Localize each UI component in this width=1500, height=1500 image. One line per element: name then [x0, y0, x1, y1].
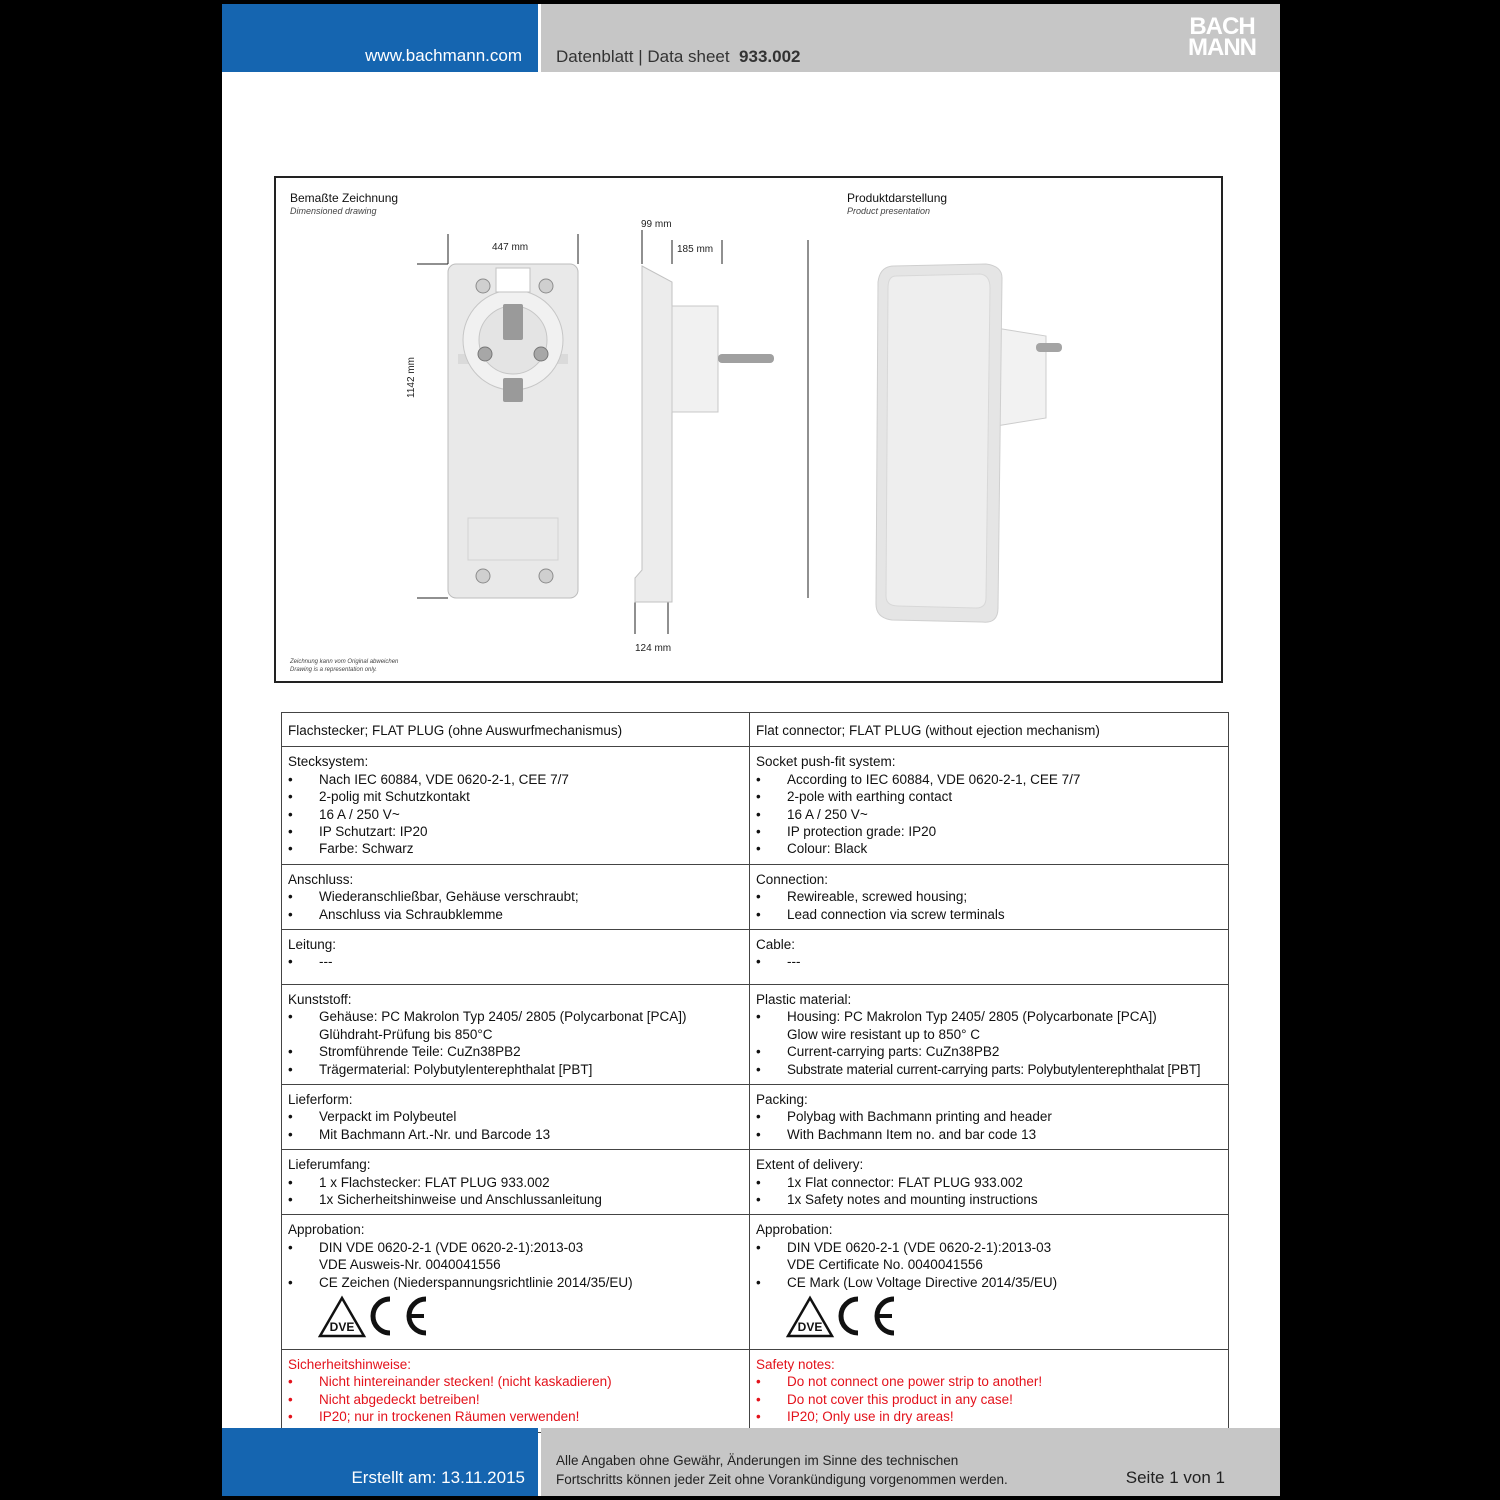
vde-ce-marks-icon: [786, 1293, 906, 1339]
bullet-list: [288, 1174, 743, 1209]
footer-date-bar: [222, 1428, 538, 1496]
website-link[interactable]: www.bachmann.com: [365, 46, 522, 65]
packing-cell-en: [750, 1084, 1229, 1149]
table-row: [282, 1215, 1229, 1350]
certification-marks: [756, 1291, 1222, 1343]
list-item: • Farbe: Schwarz: [288, 840, 743, 857]
list-item: [288, 1239, 743, 1274]
dimensioned-drawing-subtitle: Dimensioned drawing: [290, 206, 377, 216]
drawing-note-en: Drawing is a representation only.: [290, 667, 377, 673]
list-item: • With Bachmann Item no. and bar code 13: [756, 1126, 1222, 1143]
drawing-note-de: Zeichnung kann vom Original abweichen: [290, 659, 399, 665]
bullet-list: [756, 1373, 1222, 1425]
connection-cell-en: [750, 864, 1229, 929]
bullet-list: [288, 888, 743, 923]
list-item: • Colour: Black: [756, 840, 1222, 857]
socket-cell-de: [282, 747, 750, 864]
cable-cell-de: [282, 930, 750, 985]
list-item: • Nach IEC 60884, VDE 0620-2-1, CEE 7/7: [288, 771, 743, 788]
page-title: [556, 47, 800, 67]
list-item: • IP Schutzart: IP20: [288, 823, 743, 840]
list-item: [288, 1008, 743, 1043]
section-title: Plastic material:: [756, 991, 852, 1007]
vde-mark-text: DVE: [329, 1319, 355, 1334]
plastic-cell-en: [750, 984, 1229, 1084]
delivery-cell-en: [750, 1150, 1229, 1215]
list-item: • ---: [756, 953, 1222, 970]
list-item: • 16 A / 250 V~: [288, 806, 743, 823]
logo-line-1: BACH: [1189, 13, 1255, 40]
bullet-list: [756, 1008, 1222, 1078]
list-item: • ---: [288, 953, 743, 970]
bullet-list: [756, 1108, 1222, 1143]
list-item: • Nicht abgedeckt betreiben!: [288, 1391, 743, 1408]
dim-depth-total: 99 mm: [641, 219, 672, 230]
list-item: • Substrate material current-carrying parts: Polybutylenterephthalat [PBT]: [756, 1061, 1222, 1078]
sheet-title: Datenblatt | Data sheet: [556, 47, 730, 66]
safety-cell-de: [282, 1349, 750, 1432]
section-title: Extent of delivery:: [756, 1157, 864, 1173]
section-title: Socket push-fit system:: [756, 754, 896, 770]
list-item: • Do not cover this product in any case!: [756, 1391, 1222, 1408]
list-item: • IP protection grade: IP20: [756, 823, 1222, 840]
bullet-list: [288, 1108, 743, 1143]
list-item: • CE Zeichen (Niederspannungsrichtlinie 2014/35/EU): [288, 1274, 743, 1291]
vde-ce-marks-icon: [318, 1293, 438, 1339]
bullet-list: [288, 1239, 743, 1291]
bullet-list: [288, 771, 743, 858]
list-item: • 16 A / 250 V~: [756, 806, 1222, 823]
bachmann-logo: [1186, 13, 1258, 61]
list-item: [756, 1008, 1222, 1043]
list-item: • Verpackt im Polybeutel: [288, 1108, 743, 1125]
data-sheet-page: [222, 4, 1280, 1496]
list-item: • CE Mark (Low Voltage Directive 2014/35/EU): [756, 1274, 1222, 1291]
plastic-cell-de: [282, 984, 750, 1084]
list-item: [756, 1239, 1222, 1274]
table-row: [282, 1349, 1229, 1432]
section-title: Leitung:: [288, 937, 337, 953]
section-title: Lieferform:: [288, 1091, 353, 1107]
drawing-box: [274, 176, 1223, 683]
bullet-list: [756, 888, 1222, 923]
side-view-plug: [635, 266, 774, 602]
list-item: • 2-polig mit Schutzkontakt: [288, 788, 743, 805]
bullet-list: [288, 953, 743, 970]
list-item: • Anschluss via Schraubklemme: [288, 906, 743, 923]
list-item-text: Gehäuse: PC Makrolon Typ 2405/ 2805 (Polycarbonat [PCA]): [319, 1009, 687, 1025]
certification-marks: [288, 1291, 743, 1343]
header-url-bar: [222, 4, 538, 72]
product-name-de: Flachstecker; FLAT PLUG (ohne Auswurfmechanismus): [282, 713, 750, 747]
section-title: Approbation:: [288, 1222, 365, 1238]
table-row: [282, 713, 1229, 747]
approval-cell-en: [750, 1215, 1229, 1350]
list-item: • 1x Flat connector: FLAT PLUG 933.002: [756, 1174, 1222, 1191]
list-item: • Stromführende Teile: CuZn38PB2: [288, 1043, 743, 1060]
front-view-plug: [448, 264, 578, 598]
safety-cell-en: [750, 1349, 1229, 1432]
approval-cell-de: [282, 1215, 750, 1350]
bullet-list: [756, 953, 1222, 970]
section-title: Cable:: [756, 937, 796, 953]
socket-cell-en: [750, 747, 1229, 864]
product-presentation-title: Produktdarstellung: [847, 191, 948, 205]
list-item: • 1x Sicherheitshinweise und Anschlussanleitung: [288, 1191, 743, 1208]
list-item-continuation: VDE Certificate No. 0040041556: [787, 1257, 983, 1273]
list-item: • 1 x Flachstecker: FLAT PLUG 933.002: [288, 1174, 743, 1191]
list-item: • According to IEC 60884, VDE 0620-2-1, CEE 7/7: [756, 771, 1222, 788]
table-row: [282, 984, 1229, 1084]
header-title-bar: [541, 4, 1280, 72]
table-row: [282, 747, 1229, 864]
list-item: • Do not connect one power strip to another!: [756, 1373, 1222, 1390]
product-name-en: Flat connector; FLAT PLUG (without ejection mechanism): [750, 713, 1229, 747]
footer-note-bar: [541, 1428, 1280, 1496]
section-title: Lieferumfang:: [288, 1157, 371, 1173]
disclaimer-line-1: Alle Angaben ohne Gewähr, Änderungen im Sinne des technischen: [556, 1453, 959, 1468]
bullet-list: [756, 771, 1222, 858]
list-item: • Mit Bachmann Art.-Nr. und Barcode 13: [288, 1126, 743, 1143]
list-item: • IP20; Only use in dry areas!: [756, 1408, 1222, 1425]
section-title: Approbation:: [756, 1222, 833, 1238]
list-item: • IP20; nur in trockenen Räumen verwenden!: [288, 1408, 743, 1425]
section-title: Anschluss:: [288, 871, 354, 887]
list-item-continuation: VDE Ausweis-Nr. 0040041556: [319, 1257, 501, 1273]
list-item: • Lead connection via screw terminals: [756, 906, 1222, 923]
list-item: • Rewireable, screwed housing;: [756, 888, 1222, 905]
dim-height: 1142 mm: [406, 357, 417, 398]
list-item-continuation: Glühdraht-Prüfung bis 850°C: [319, 1026, 493, 1042]
section-title: Sicherheitshinweise:: [288, 1356, 412, 1372]
bullet-list: [288, 1008, 743, 1078]
list-item: • Current-carrying parts: CuZn38PB2: [756, 1043, 1222, 1060]
dim-depth-body: 124 mm: [635, 643, 672, 654]
list-item: • Polybag with Bachmann printing and header: [756, 1108, 1222, 1125]
product-image: [876, 264, 1062, 622]
bullet-list: [756, 1239, 1222, 1291]
spec-table: [281, 712, 1229, 1433]
section-title: Packing:: [756, 1091, 808, 1107]
table-row: [282, 1084, 1229, 1149]
cable-cell-en: [750, 930, 1229, 985]
delivery-cell-de: [282, 1150, 750, 1215]
section-title: Safety notes:: [756, 1356, 835, 1372]
list-item-text: Housing: PC Makrolon Typ 2405/ 2805 (Polycarbonate [PCA]): [787, 1009, 1157, 1025]
list-item: • Nicht hintereinander stecken! (nicht kaskadieren): [288, 1373, 743, 1390]
list-item-text: DIN VDE 0620-2-1 (VDE 0620-2-1):2013-03: [319, 1239, 584, 1255]
disclaimer-line-2: Fortschritts können jeder Zeit ohne Vorankündigung vorgenommen werden.: [556, 1472, 1008, 1487]
dim-depth-pin: 185 mm: [677, 244, 714, 255]
list-item: • 2-pole with earthing contact: [756, 788, 1222, 805]
list-item: • Trägermaterial: Polybutylenterephthalat [PBT]: [288, 1061, 743, 1078]
table-row: [282, 864, 1229, 929]
section-title: Connection:: [756, 871, 829, 887]
table-row: [282, 930, 1229, 985]
packing-cell-de: [282, 1084, 750, 1149]
logo-line-2: MANN: [1188, 34, 1256, 61]
product-presentation-subtitle: Product presentation: [847, 206, 931, 216]
list-item: • 1x Safety notes and mounting instructions: [756, 1191, 1222, 1208]
disclaimer: [556, 1451, 1008, 1489]
section-title: Stecksystem:: [288, 754, 369, 770]
vde-mark-text: DVE: [797, 1319, 823, 1334]
list-item: • Wiederanschließbar, Gehäuse verschraubt;: [288, 888, 743, 905]
page-number: Seite 1 von 1: [1125, 1468, 1225, 1487]
article-number: 933.002: [739, 47, 801, 66]
list-item-continuation: Glow wire resistant up to 850° C: [787, 1026, 980, 1042]
created-date: Erstellt am: 13.11.2015: [351, 1468, 525, 1487]
list-item-text: DIN VDE 0620-2-1 (VDE 0620-2-1):2013-03: [787, 1239, 1052, 1255]
technical-drawing: [276, 178, 1221, 681]
table-row: [282, 1150, 1229, 1215]
connection-cell-de: [282, 864, 750, 929]
bullet-list: [756, 1174, 1222, 1209]
section-title: Kunststoff:: [288, 991, 352, 1007]
dimensioned-drawing-title: Bemaßte Zeichnung: [290, 191, 399, 205]
bullet-list: [288, 1373, 743, 1425]
dim-width: 447 mm: [492, 242, 529, 253]
